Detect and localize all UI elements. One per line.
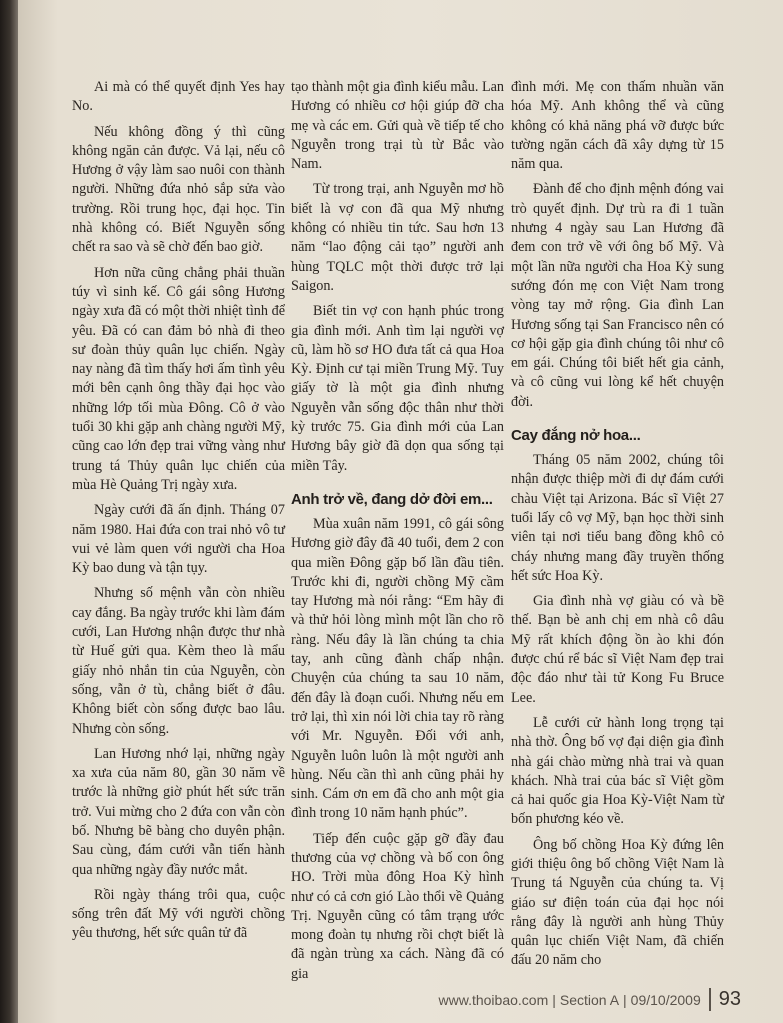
paragraph: Nếu không đồng ý thì cũng không ngăn cản được. Vả lại, nếu cô Hương ở vậy làm sao nuôi con thành người. Những đứa nhỏ sắp sửa vào trường. Rồi trung học, đại học. Tin nhà không có. Biết Nguyễn sống chết ra sao và sẽ chờ đến bao giờ. xyxy=(72,123,285,256)
paragraph: tạo thành một gia đình kiểu mẫu. Lan Hương có nhiều cơ hội giúp đỡ cha mẹ và các em. Gửi quà về tiếp tế cho Nguyễn trong trại tù từ Bắc vào Nam. xyxy=(291,79,504,173)
article-column-1 xyxy=(72,78,285,944)
paragraph: Ông bố chồng Hoa Kỳ đứng lên giới thiệu ông bố chồng Việt Nam là Trung tá Nguyễn của chúng ta. Vị giáo sư điện toán của đại học nói rằng đây là người anh hùng Thủy quân lục chiến Việt Nam, đã chiến đấu 20 năm cho xyxy=(511,836,724,969)
footer-section: Section A xyxy=(559,991,620,1008)
page-number: 93 xyxy=(709,988,741,1011)
paragraph: Nhưng số mệnh vẫn còn nhiều cay đắng. Ba ngày trước khi làm đám cưới, Lan Hương nhận được thư nhà từ Huế gửi qua. Kèm theo là mẩu giấy nhỏ nhắn tin của Nguyễn, còn sống, vẫn ở tù, chẳng biết ở đâu. Không biết còn sống được bao lâu. Nhưng còn sống. xyxy=(72,585,285,737)
article-column-3 xyxy=(511,78,724,971)
paragraph: Hơn nữa cũng chẳng phải thuần túy vì sinh kế. Cô gái sông Hương ngày xưa đã có một thời nhiệt tình để yêu. Đã có can đảm bỏ nhà đi theo sư đoàn thủy quân lục chiến. Ngày nay nàng đã tìm thấy hơi ấm tình yêu mới bên cạnh ông thầy đại học vào những lớp tối mùa Đông. Cô ở vào tuổi 30 khi gặp anh chàng người Mỹ, cũng cao lớn đẹp trai vững vàng như trung tá Thủy quân lục chiến của mùa Hè Quảng Trị ngày xưa. xyxy=(72,264,285,493)
paragraph: Ai mà có thể quyết định Yes hay No. xyxy=(72,79,285,115)
paragraph: Từ trong trại, anh Nguyễn mơ hồ biết là vợ con đã qua Mỹ nhưng không có nhiều tin tức. Sau hơn 13 năm “lao động cải tạo” người anh hùng TQLC một thời được trở lại Saigon. xyxy=(291,181,504,294)
paragraph: đình mới. Mẹ con thấm nhuần văn hóa Mỹ. Anh không thể và cũng không có khả năng phá vỡ được bức tường ngăn cách đã xây dựng từ 15 năm qua. xyxy=(511,79,724,173)
paragraph: Ngày cưới đã ấn định. Tháng 07 năm 1980. Hai đứa con trai nhỏ vô tư vui vẻ làm quen với người cha Hoa Kỳ bao dung và tận tụy. xyxy=(72,502,285,577)
page-footer xyxy=(439,988,741,1011)
section-heading: Anh trở về, đang dở đời em... xyxy=(291,490,493,508)
paragraph: Gia đình nhà vợ giàu có và bề thế. Bạn bè anh chị em nhà cô dâu Mỹ rất khích động ồn ào khi đón được chú rể bác sĩ Việt Nam đẹp trai độc đáo như tài tử Kong Fu Bruce Lee. xyxy=(511,593,724,706)
section-heading: Cay đắng nở hoa... xyxy=(511,427,641,445)
paragraph: Mùa xuân năm 1991, cô gái sông Hương giờ đây đã 40 tuổi, đem 2 con qua miền Đông gặp bố lần đầu tiên. Trước khi đi, người chồng Mỹ cầm tay Hương mà nói rằng: “Em hãy đi và thử hỏi lòng mình một lần cho rõ ràng. Nếu đây là lần chúng ta chia tay, anh cũng đành chấp nhận. Chuyện của chúng ta sau 10 năm, đến đây là đoạn cuối. Nhưng nếu em trở lại, thì xin nói lời chia tay rõ ràng với Mr. Nguyễn. Đối với anh, Nguyễn luôn luôn là một người anh hùng. Nếu cần thì anh cũng phải hy sinh. Cám ơn em đã cho anh một gia đình trong 10 năm hạnh phúc”. xyxy=(291,515,504,822)
paragraph: Rồi ngày tháng trôi qua, cuộc sống trên đất Mỹ với người chồng yêu thương, hết sức quân tử đã xyxy=(72,886,285,942)
article-column-2 xyxy=(291,78,504,984)
paragraph: Đành để cho định mệnh đóng vai trò quyết định. Dự trù ra đi 1 tuần nhưng 4 ngày sau Lan Hương đã đem con trở về với ông bố Mỹ. Và một lần nữa người cha Hoa Kỳ sung sướng đón mẹ con Việt Nam trong vòng tay mở rộng. Gia đình Lan Hương sống tại San Francisco nên có cơ hội gặp gia đình chúng tôi như cô em gái. Chúng tôi biết hết gia cảnh, và cô cũng vui lòng kể hết chuyện đời. xyxy=(511,181,724,410)
paragraph: Lễ cưới cử hành long trọng tại nhà thờ. Ông bố vợ đại diện gia đình nhà gái chào mừng nhà trai và quan khách. Nhà trai của bác sĩ Việt gồm cả hai quốc gia Hoa Kỳ-Việt Nam từ bốn phương kéo về. xyxy=(511,714,724,828)
footer-site: www.thoibao.com xyxy=(438,991,549,1008)
paragraph: Tiếp đến cuộc gặp gỡ đầy đau thương của vợ chồng và bố con ông HO. Trời mùa đông Hoa Kỳ hình như có cả cơn gió Lào thổi về Quảng Trị. Nguyễn cũng có tâm trạng ước mong đoàn tụ nhưng rồi chợt biết là đã ngàn trùng xa cách. Nàng đã có gia xyxy=(291,830,504,982)
footer-separator: | xyxy=(552,991,556,1008)
paragraph: Lan Hương nhớ lại, những ngày xa xưa của năm 80, gần 30 năm về trước là những giờ phút hết sức trăn trở. Vui mừng cho 2 đứa con vẫn còn bố. Nhưng bẽ bàng cho duyên phận. Sau cùng, đám cưới vẫn tiến hành qua những ngày đầy nước mắt. xyxy=(72,745,285,878)
paragraph: Tháng 05 năm 2002, chúng tôi nhận được thiệp mời đi dự đám cưới chàu Việt tại Arizona. Bác sĩ Việt 27 tuổi lấy cô vợ Mỹ, bạn học thời sinh viên tại nơi tiểu bang đồng khô cỏ cháy nhưng mang đầy truyền thống hết sức Hoa Kỳ. xyxy=(511,452,724,584)
paragraph: Biết tin vợ con hạnh phúc trong gia đình mới. Anh tìm lại người vợ cũ, làm hồ sơ HO đưa tất cả qua Hoa Kỳ. Định cư tại miền Trung Mỹ. Tuy giấy tờ là một gia đình nhưng Nguyễn vẫn sống độc thân như thời kỳ trước 75. Gia đình mới của Lan Hương bây giờ đã dọn qua sống tại miền Tây. xyxy=(291,303,504,474)
footer-date: 09/10/2009 xyxy=(630,991,701,1008)
footer-separator: | xyxy=(623,991,627,1008)
